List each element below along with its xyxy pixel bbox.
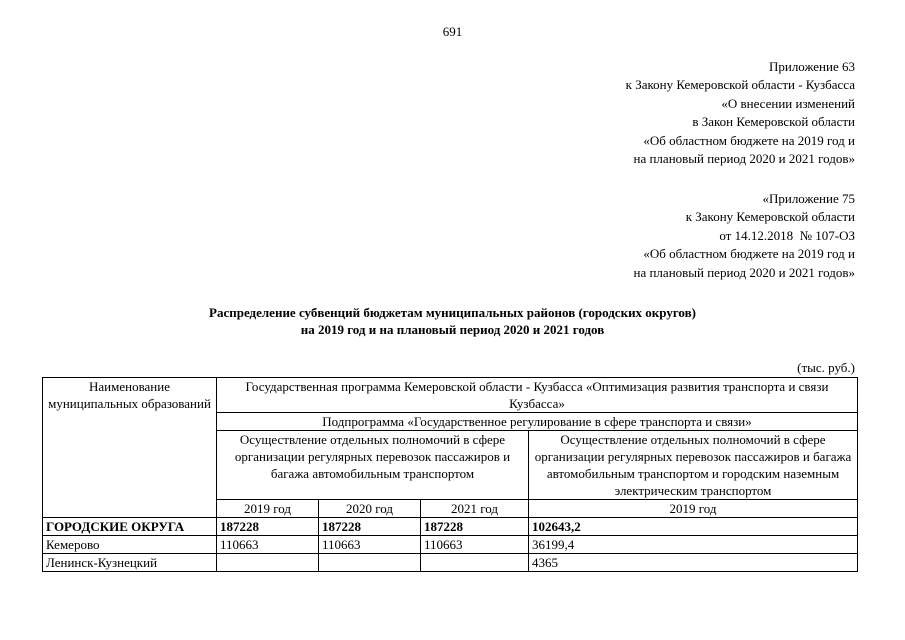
title-line-2: на 2019 год и на плановый период 2020 и 2021 годов (300, 322, 605, 337)
subprogram-header: Подпрограмма «Государственное регулирование в сфере транспорта и связи» (217, 413, 858, 431)
appendix-line: от 14.12.2018 № 107-ОЗ (719, 227, 855, 243)
title-line-1: Распределение субвенций бюджетам муниципальных районов (городских округов) (209, 305, 696, 320)
year-header: 2019 год (529, 500, 858, 518)
row-value: 187228 (421, 518, 529, 536)
year-header: 2020 год (319, 500, 421, 518)
row-name: ГОРОДСКИЕ ОКРУГА (43, 518, 217, 536)
row-name: Кемерово (43, 536, 217, 554)
appendix-line: Приложение 63 (768, 59, 855, 74)
row-value: 187228 (217, 518, 319, 536)
row-value (217, 554, 319, 572)
appendix-line: «О внесении изменений (721, 95, 855, 111)
power-1-header: Осуществление отдельных полномочий в сфере организации регулярных перевозок пассажиров и багажа автомобильным транспортом (217, 431, 529, 500)
row-value: 187228 (319, 518, 421, 536)
row-value: 102643,2 (529, 518, 858, 536)
appendix-line: в Закон Кемеровской области (692, 114, 855, 130)
subventions-table (42, 377, 858, 572)
row-value: 4365 (529, 554, 858, 572)
municipality-header: Наименование муниципальных образований (43, 378, 217, 518)
year-header: 2021 год (421, 500, 529, 518)
appendix-line: «Приложение 75 (762, 191, 855, 206)
appendix-block-75 (634, 190, 856, 282)
row-value (319, 554, 421, 572)
appendix-line: «Об областном бюджете на 2019 год и (643, 246, 855, 262)
program-header: Государственная программа Кемеровской области - Кузбасса «Оптимизация развития транспорта и связи Кузбасса» (217, 378, 858, 413)
row-value: 36199,4 (529, 536, 858, 554)
row-name: Ленинск-Кузнецкий (43, 554, 217, 572)
table-row (43, 518, 858, 536)
appendix-line: на плановый период 2020 и 2021 годов» (633, 151, 855, 167)
appendix-block-63 (626, 58, 855, 168)
appendix-line: к Закону Кемеровской области - Кузбасса (625, 77, 855, 93)
row-value: 110663 (217, 536, 319, 554)
row-value: 110663 (319, 536, 421, 554)
year-header: 2019 год (217, 500, 319, 518)
table-row (43, 554, 858, 572)
units-label: (тыс. руб.) (797, 360, 855, 375)
row-value: 110663 (421, 536, 529, 554)
document-title (0, 304, 905, 338)
page-number: 691 (442, 24, 463, 39)
power-2-header: Осуществление отдельных полномочий в сфере организации регулярных перевозок пассажиров и багажа автомобильным транспортом и городским наземным электрическим транспортом (529, 431, 858, 500)
appendix-line: на плановый период 2020 и 2021 годов» (633, 264, 855, 280)
row-value (421, 554, 529, 572)
table-row (43, 536, 858, 554)
appendix-line: к Закону Кемеровской области (685, 209, 855, 225)
appendix-line: «Об областном бюджете на 2019 год и (643, 132, 855, 148)
